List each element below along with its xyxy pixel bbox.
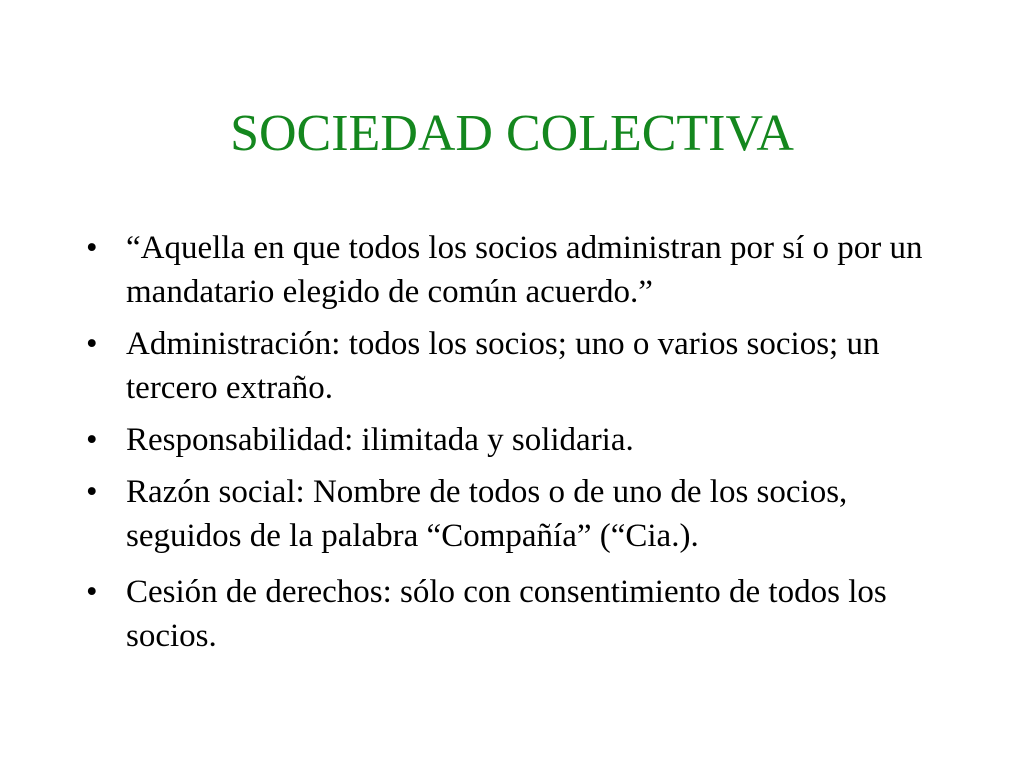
bullet-item-razon-social [82,470,942,558]
bullet-text: Razón social: Nombre de todos o de uno de los socios, seguidos de la palabra “Compañía” (“Cia.). [126,474,848,554]
bullet-text: “Aquella en que todos los socios administran por sí o por un mandatario elegido de común acuerdo.” [126,230,923,310]
bullet-text: Cesión de derechos: sólo con consentimiento de todos los socios. [126,574,887,654]
bullet-icon: • [86,422,98,458]
bullet-icon: • [86,230,98,266]
bullet-text: Administración: todos los socios; uno o varios socios; un tercero extraño. [126,326,880,406]
slide-title: SOCIEDAD COLECTIVA [230,105,794,162]
bullet-item-cesion [82,570,942,658]
bullet-text: Responsabilidad: ilimitada y solidaria. [126,422,634,458]
bullet-item-responsabilidad [82,418,942,462]
bullet-icon: • [86,574,98,610]
bullet-item-administracion [82,322,942,410]
bullet-icon: • [86,474,98,510]
bullet-item-definition [82,226,942,314]
bullet-icon: • [86,326,98,362]
bullet-list [82,226,942,666]
